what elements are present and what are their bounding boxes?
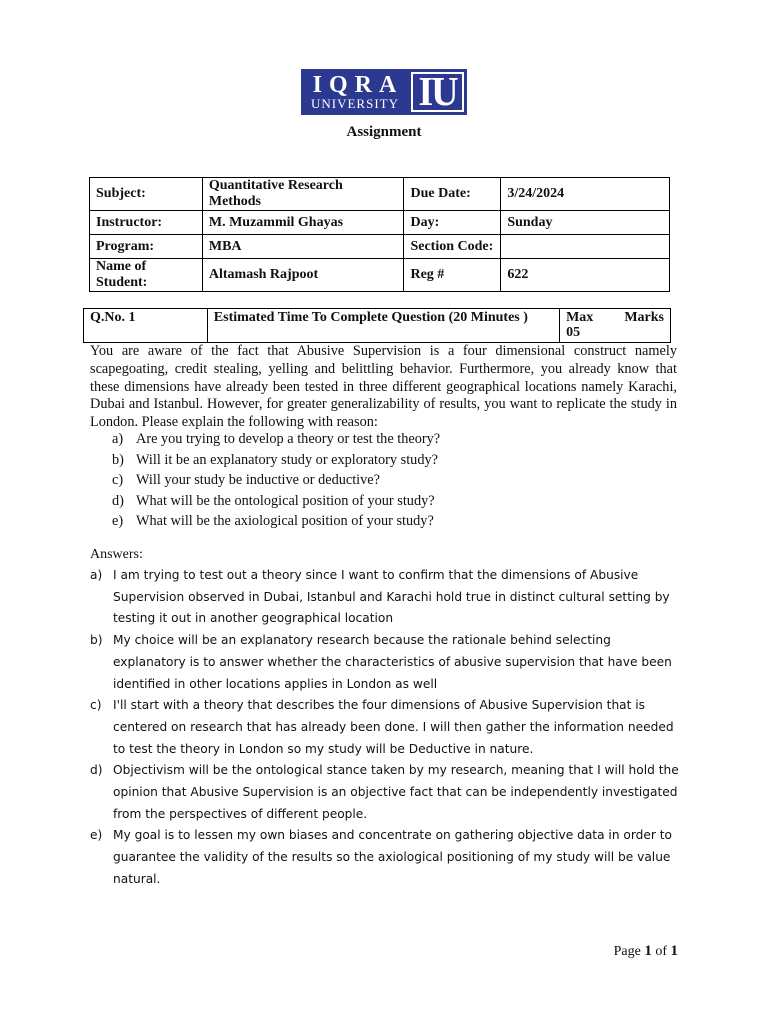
current-page: 1 xyxy=(644,943,652,959)
page-word: Page xyxy=(613,944,641,959)
answer-list xyxy=(90,565,680,891)
sub-question-text: What will be the axiological position of your study? xyxy=(136,513,434,530)
day-value: Sunday xyxy=(501,211,670,235)
document-title: Assignment xyxy=(346,124,422,140)
question-text: You are aware of the fact that Abusive Supervision is a four dimensional construct namely scapegoating, credit stealing, yelling and belittling behavior. Furthermore, you already know that these dimensions have already been tested in three different geographical locations namely Karachi, Dubai and Istanbul. However, for greater generalizability of results, you want to replicate the study in London. Please explain the following with reason: xyxy=(90,343,677,431)
sub-question-letter: b) xyxy=(112,451,124,468)
page-number xyxy=(614,943,678,960)
due-date-value: 3/24/2024 xyxy=(501,178,670,211)
question-number: Q.No. 1 xyxy=(84,309,208,343)
question-header-table xyxy=(83,308,671,343)
instructor-label: Instructor: xyxy=(90,211,203,235)
logo-iu-text: IU xyxy=(418,69,457,115)
list-item xyxy=(90,760,680,825)
answer-letter: e) xyxy=(90,828,103,843)
sub-question-list xyxy=(112,431,440,534)
sub-question-text: Will your study be inductive or deductive? xyxy=(136,472,380,489)
sub-question-text: Are you trying to develop a theory or test the theory? xyxy=(136,431,441,447)
reg-value: 622 xyxy=(501,259,670,292)
instructor-value: M. Muzammil Ghayas xyxy=(202,211,404,235)
list-item xyxy=(112,513,440,534)
section-code-label: Section Code: xyxy=(404,235,501,259)
answer-text: I am trying to test out a theory since I want to confirm that the dimensions of Abusive Supervision observed in Dubai, Istanbul and Karachi hold true in distinct cultural setting by testing it out in another geographical location xyxy=(113,568,670,626)
max-word: Max xyxy=(566,310,594,325)
of-word: of xyxy=(655,944,667,959)
answer-letter: a) xyxy=(90,568,103,582)
reg-label: Reg # xyxy=(404,259,501,292)
logo-iqra-text: IQRA xyxy=(312,72,404,98)
list-item xyxy=(90,630,680,695)
day-label: Day: xyxy=(404,211,501,235)
program-value: MBA xyxy=(202,235,404,259)
list-item xyxy=(90,825,680,890)
university-logo xyxy=(301,69,467,115)
list-item xyxy=(112,452,440,473)
sub-question-text: What will be the ontological position of your study? xyxy=(136,492,435,509)
marks-word: Marks xyxy=(624,310,664,325)
due-date-label: Due Date: xyxy=(404,178,501,211)
table-row xyxy=(90,235,670,259)
sub-question-letter: d) xyxy=(112,492,124,509)
logo-wordmark xyxy=(301,69,409,115)
max-marks-label xyxy=(566,310,664,326)
program-label: Program: xyxy=(90,235,203,259)
total-pages: 1 xyxy=(670,943,678,959)
subject-value: Quantitative Research Methods xyxy=(202,178,404,211)
list-item xyxy=(90,565,680,630)
answer-text: Objectivism will be the ontological stance taken by my research, meaning that I will hold the opinion that Abusive Supervision is an objective fact that can be independently investigated from the perspectives of different people. xyxy=(113,763,679,821)
list-item xyxy=(112,493,440,514)
answer-letter: c) xyxy=(90,698,102,713)
sub-question-letter: e) xyxy=(112,513,124,530)
table-row xyxy=(90,211,670,235)
list-item xyxy=(112,431,440,452)
answer-text: My goal is to lessen my own biases and concentrate on gathering objective data in order to guarantee the validity of the results so the axiological positioning of my study will be value natural. xyxy=(113,828,673,886)
list-item xyxy=(112,472,440,493)
logo-iu-mark xyxy=(411,69,464,115)
sub-question-text: Will it be an explanatory study or exploratory study? xyxy=(136,451,438,468)
max-marks xyxy=(560,309,671,343)
answer-text: My choice will be an explanatory research because the rationale behind selecting explanatory is to answer whether the characteristics of abusive supervision that have been identified in other locations applies in London as well xyxy=(113,633,672,691)
subject-label: Subject: xyxy=(90,178,203,211)
section-code-value xyxy=(501,235,670,259)
answer-text: I'll start with a theory that describes the four dimensions of Abusive Supervision that is centered on research that has already been done. I will then gather the information needed to test the theory in London so my study will be Deductive in nature. xyxy=(113,698,674,756)
table-row xyxy=(84,309,671,343)
answer-letter: b) xyxy=(90,633,103,648)
student-name-value: Altamash Rajpoot xyxy=(202,259,404,292)
assignment-info-table xyxy=(89,177,670,292)
list-item xyxy=(90,695,680,760)
answers-heading: Answers: xyxy=(90,547,143,562)
logo-university-text: UNIVERSITY xyxy=(311,96,399,111)
table-row xyxy=(90,178,670,211)
sub-question-letter: c) xyxy=(112,472,124,489)
student-name-label: Name of Student: xyxy=(90,259,203,292)
max-marks-value: 05 xyxy=(566,325,581,340)
sub-question-letter: a) xyxy=(112,431,124,447)
table-row xyxy=(90,259,670,292)
estimated-time: Estimated Time To Complete Question (20 Minutes ) xyxy=(207,309,559,343)
answer-letter: d) xyxy=(90,763,103,778)
